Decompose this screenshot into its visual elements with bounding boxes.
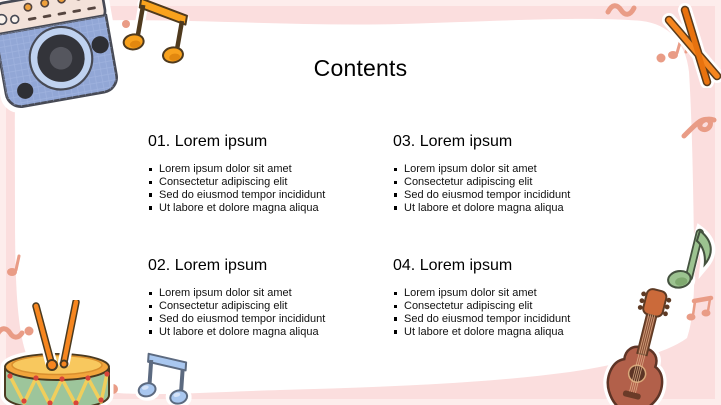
section-bullet-list (148, 163, 378, 215)
bullet-item: Consectetur adipiscing elit (148, 300, 378, 313)
section-bullet-list (393, 287, 623, 339)
bullet-item: Ut labore et dolore magna aliqua (393, 202, 623, 215)
bullet-item: Sed do eiusmod tempor incididunt (148, 313, 378, 326)
toc-section-04 (393, 257, 623, 339)
toc-section-02 (148, 257, 378, 339)
section-heading: 03. Lorem ipsum (393, 133, 513, 150)
bullet-item: Lorem ipsum dolor sit amet (393, 287, 623, 300)
bullet-item: Ut labore et dolore magna aliqua (148, 202, 378, 215)
bullet-item: Sed do eiusmod tempor incididunt (393, 189, 623, 202)
toc-section-03 (393, 133, 623, 215)
bullet-item: Ut labore et dolore magna aliqua (393, 326, 623, 339)
bullet-item: Sed do eiusmod tempor incididunt (148, 189, 378, 202)
page-title: Contents (313, 55, 408, 81)
bullet-item: Sed do eiusmod tempor incididunt (393, 313, 623, 326)
section-heading: 04. Lorem ipsum (393, 257, 513, 274)
toc-section-01 (148, 133, 378, 215)
bullet-item: Lorem ipsum dolor sit amet (393, 163, 623, 176)
section-heading: 02. Lorem ipsum (148, 257, 268, 274)
bullet-item: Lorem ipsum dolor sit amet (148, 287, 378, 300)
section-bullet-list (148, 287, 378, 339)
section-heading: 01. Lorem ipsum (148, 133, 268, 150)
bullet-item: Ut labore et dolore magna aliqua (148, 326, 378, 339)
section-bullet-list (393, 163, 623, 215)
bullet-item: Consectetur adipiscing elit (393, 300, 623, 313)
bullet-item: Consectetur adipiscing elit (148, 176, 378, 189)
bullet-item: Consectetur adipiscing elit (393, 176, 623, 189)
bullet-item: Lorem ipsum dolor sit amet (148, 163, 378, 176)
